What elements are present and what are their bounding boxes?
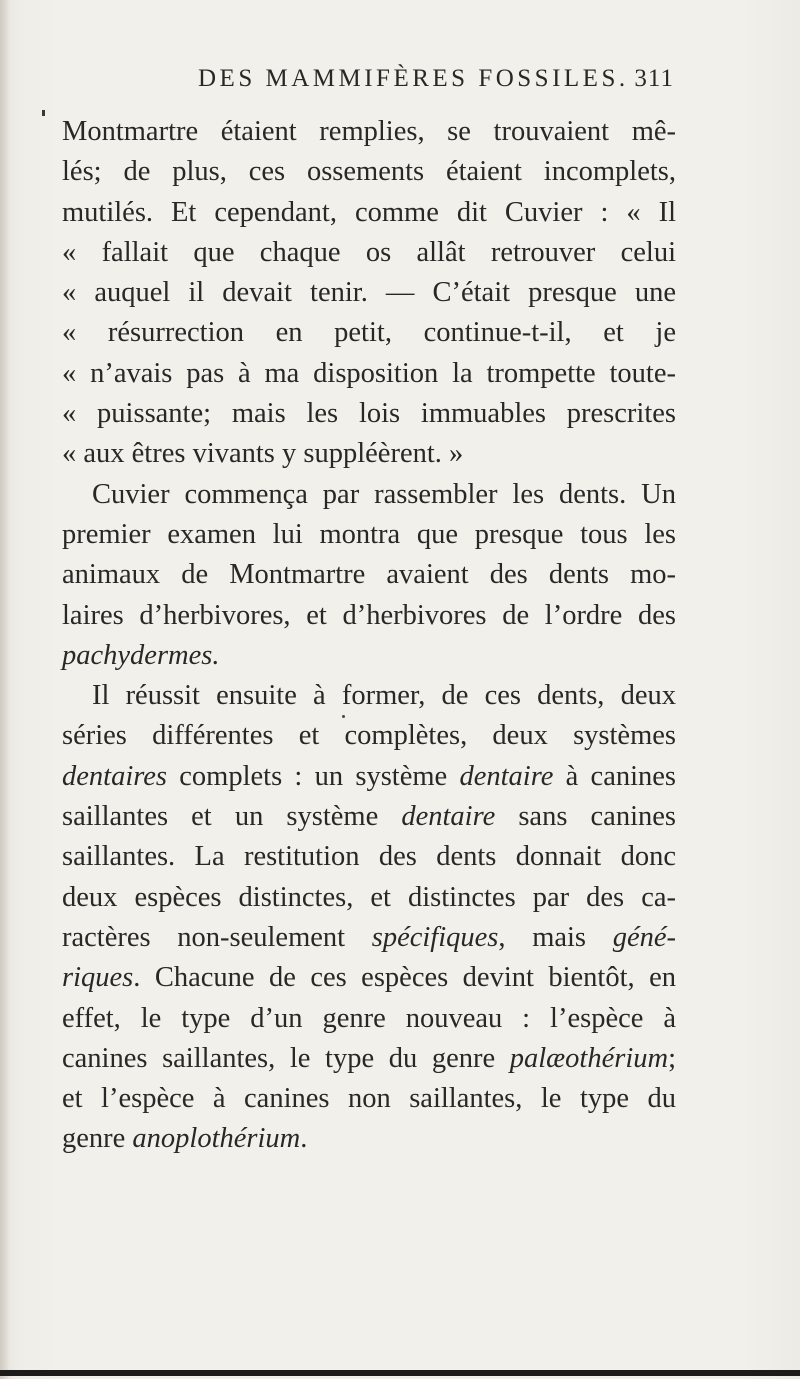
text-line: animaux de Montmartre avaient des dents mo- [62,559,676,591]
text-line: « n’avais pas à ma disposition la trompette toute- [62,357,676,389]
text-line: « auquel il devait tenir. — C’était presque une [62,277,676,309]
text-line: genre anoplothérium. [62,1123,308,1155]
text-line: séries différentes et complètes, deux systèmes [62,720,676,752]
italic-term: palæothérium [509,1042,669,1074]
text-line: Cuvier commença par rassembler les dents. Un [92,478,676,510]
text-line: « aux êtres vivants y suppléèrent. » [62,438,464,470]
bottom-edge-rule [0,1370,800,1376]
text-line: dentaires complets : un système dentaire à canines [62,760,677,792]
print-mark [42,110,45,116]
page-gutter-shadow [0,0,10,1379]
italic-term: anoplothérium [132,1123,301,1155]
italic-term: dentaire [401,801,496,833]
italic-term: spécifiques [371,921,499,953]
text-line: « puissante; mais les lois immuables prescrites [62,398,676,430]
text-line: Montmartre étaient remplies, se trouvaient mê- [62,116,676,147]
text-line: « résurrection en petit, continue-t-il, et je [62,317,676,349]
text-line: mutilés. Et cependant, comme dit Cuvier : « Il [62,196,676,228]
text-line: effet, le type d’un genre nouveau : l’espèce à [62,1002,676,1034]
running-header [198,64,674,94]
text-line: ractères non-seulement spécifiques, mais géné- [62,921,677,953]
text-line [62,636,676,676]
text-line: canines saillantes, le type du genre palæothérium; [62,1042,676,1074]
text-line: deux espèces distinctes, et distinctes par des ca- [62,881,676,913]
running-title: DES MAMMIFÈRES FOSSILES. [198,65,629,92]
page-number: 311 [634,65,674,92]
italic-term: dentaire [459,760,554,792]
text-line: saillantes et un système dentaire sans canines [62,801,676,833]
text-line: « fallait que chaque os allât retrouver celui [62,236,676,268]
text-line: laires d’herbivores, et d’herbivores de l’ordre des [62,599,676,631]
body-text [62,112,676,1160]
text-line: premier examen lui montra que presque tous les [62,518,676,550]
text-line: saillantes. La restitution des dents donnait donc [62,841,676,873]
text-line: riques. Chacune de ces espèces devint bientôt, en [62,962,676,994]
italic-term: riques [62,962,134,994]
italic-term: géné- [612,921,677,953]
text-line: Il réussit ensuite à former, de ces dents, deux [92,680,676,712]
italic-term: pachydermes. [62,639,220,671]
text-line: lés; de plus, ces ossements étaient incomplets, [62,156,676,188]
italic-term: dentaires [62,760,168,792]
text-line: et l’espèce à canines non saillantes, le type du [62,1083,676,1115]
